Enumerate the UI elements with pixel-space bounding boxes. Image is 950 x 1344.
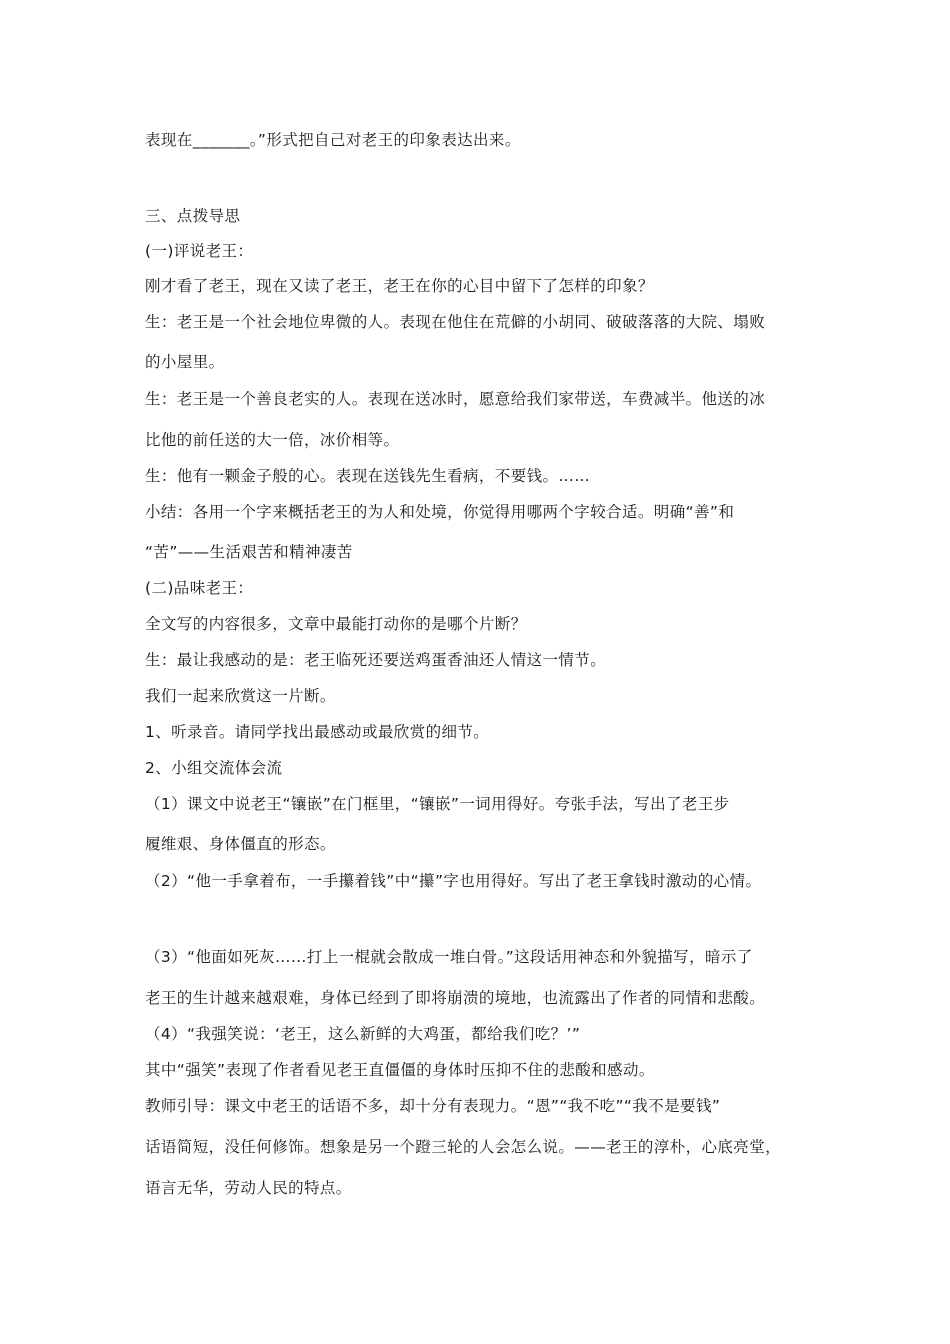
text-line: 表现在_______。”形式把自己对老王的印象表达出来。 (145, 131, 521, 149)
text-line: 话语简短，没任何修饰。想象是另一个蹬三轮的人会怎么说。——老王的淳朴，心底亮堂， (145, 1138, 782, 1156)
text-line: 教师引导：课文中老王的话语不多，却十分有表现力。“恩”“我不吃”“我不是要钱” (145, 1097, 721, 1115)
section-heading: 三、点拨导思 (145, 207, 241, 225)
text-line: （2）“他一手拿着布，一手攥着钱”中“攥”字也用得好。写出了老王拿钱时激动的心情。 (145, 872, 762, 890)
text-line: 其中“强笑”表现了作者看见老王直僵僵的身体时压抑不住的悲酸和感动。 (145, 1061, 655, 1079)
text-line: 语言无华，劳动人民的特点。 (145, 1179, 352, 1197)
subsection-heading: (二)品味老王： (145, 579, 254, 597)
text-line: 生：老王是一个善良老实的人。表现在送冰时，愿意给我们家带送，车费减半。他送的冰 (145, 390, 766, 408)
text-line: 生：他有一颗金子般的心。表现在送钱先生看病，不要钱。…… (145, 467, 591, 485)
text-line: 刚才看了老王，现在又读了老王，老王在你的心目中留下了怎样的印象？ (145, 277, 654, 295)
text-line: 生：老王是一个社会地位卑微的人。表现在他住在荒僻的小胡同、破破落落的大院、塌败 (145, 313, 766, 331)
text-line: 的小屋里。 (145, 353, 225, 371)
text-line: （3）“他面如死灰……打上一棍就会散成一堆白骨。”这段话用神态和外貌描写，暗示了 (145, 948, 753, 966)
text-line: （4）“我强笑说：‘老王，这么新鲜的大鸡蛋，都给我们吃？’” (145, 1025, 581, 1043)
text-line: 我们一起来欣赏这一片断。 (145, 687, 336, 705)
text-line: 2、小组交流体会流 (145, 759, 283, 777)
text-line: 老王的生计越来越艰难，身体已经到了即将崩溃的境地，也流露出了作者的同情和悲酸。 (145, 989, 766, 1007)
text-line: “苦”——生活艰苦和精神凄苦 (145, 543, 353, 561)
text-line: （1）课文中说老王“镶嵌”在门框里，“镶嵌”一词用得好。夸张手法，写出了老王步 (145, 795, 730, 813)
text-line: 全文写的内容很多，文章中最能打动你的是哪个片断？ (145, 615, 527, 633)
text-line: 1、听录音。请同学找出最感动或最欣赏的细节。 (145, 723, 490, 741)
text-line: 比他的前任送的大一倍，冰价相等。 (145, 431, 400, 449)
text-line: 小结：各用一个字来概括老王的为人和处境，你觉得用哪两个字较合适。明确“善”和 (145, 503, 735, 521)
text-line: 生：最让我感动的是：老王临死还要送鸡蛋香油还人情这一情节。 (145, 651, 607, 669)
subsection-heading: (一)评说老王： (145, 242, 254, 260)
text-line: 履维艰、身体僵直的形态。 (145, 835, 336, 853)
